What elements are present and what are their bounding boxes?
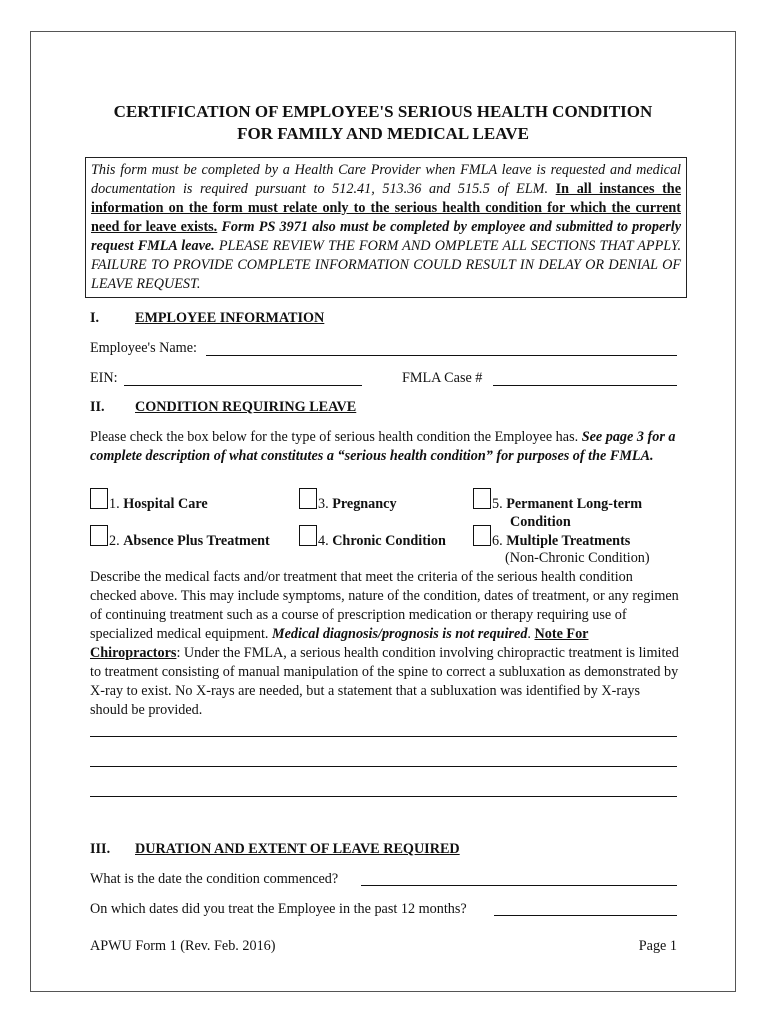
option-pregnancy: 3. Pregnancy [318, 496, 397, 512]
page-number: Page 1 [638, 938, 677, 954]
option-chronic-condition: 4. Chronic Condition [318, 533, 446, 549]
notice-text-2: In all instances the information on the form must relate only to the serious health condition for which the current need for leave exists. [91, 181, 681, 235]
option-permanent-long-term-line2: Condition [510, 514, 571, 530]
condition-intro-text: Please check the box below for the type of serious health condition the Employee has. [90, 429, 579, 445]
option-hospital-care: 1. Hospital Care [109, 496, 208, 512]
option-multiple-treatments-note: (Non-Chronic Condition) [505, 550, 650, 566]
checkbox-pregnancy[interactable] [299, 488, 317, 508]
form-title-line2: FOR FAMILY AND MEDICAL LEAVE [237, 124, 529, 143]
option-absence-plus-treatment: 2. Absence Plus Treatment [109, 533, 270, 549]
section-3-heading: DURATION AND EXTENT OF LEAVE REQUIRED [135, 841, 460, 857]
instructions-notice [85, 157, 687, 298]
condition-commenced-label: What is the date the condition commenced? [90, 871, 339, 887]
checkbox-permanent-long-term[interactable] [473, 488, 491, 508]
condition-intro-note: See page 3 for a complete description of what constitutes a “serious health condition” for purposes of the FMLA. [90, 429, 676, 464]
description-line-1[interactable] [90, 736, 677, 737]
employee-name-field[interactable] [206, 355, 677, 356]
condition-description-instructions: Describe the medical facts and/or treatment that meet the criteria of the serious health condition checked above. This may include symptoms, nature of the condition, dates of treatment, or any regimen of continuing treatment such as a course of prescription medication or therapy requiring use of specialized medical equipment. Medical diagnosis/prognosis is not required. Note For Chiropractors: Under the FMLA, a serious health condition involving chiropractic treatment is limited to treatment consisting of manual manipulation of the spine to correct a subluxation as demonstrated by X-ray to exist. No X-rays are needed, but a statement that a subluxation was identified by X-rays should be provided. [90, 569, 679, 718]
condition-commenced-field[interactable] [361, 885, 677, 886]
form-identifier: APWU Form 1 (Rev. Feb. 2016) [90, 938, 276, 954]
notice-text-4: PLEASE REVIEW THE FORM AND [218, 238, 431, 254]
fmla-case-field[interactable] [493, 385, 677, 386]
description-line-2[interactable] [90, 766, 677, 767]
section-2-heading: CONDITION REQUIRING LEAVE [135, 399, 357, 415]
ein-label: EIN: [90, 370, 118, 386]
notice-text-1: This form must be completed by a Health Care Provider when FMLA leave is requested and medical documentation is required pursuant to 512.41, 513.36 and 515.5 of ELM. [91, 162, 681, 197]
form-title-line1: CERTIFICATION OF EMPLOYEE'S SERIOUS HEALTH CONDITION [113, 102, 653, 121]
description-line-3[interactable] [90, 796, 677, 797]
option-multiple-treatments: 6. Multiple Treatments [492, 533, 631, 549]
ein-field[interactable] [124, 385, 362, 386]
treatment-dates-label: On which dates did you treat the Employee in the past 12 months? [90, 901, 467, 917]
checkbox-multiple-treatments[interactable] [473, 525, 491, 545]
treatment-dates-field[interactable] [494, 915, 677, 916]
condition-instructions [90, 428, 680, 466]
section-1-number: I. [90, 310, 100, 326]
notice-text-3: Form PS 3971 also must be completed by employee and submitted to properly request FMLA leave. [91, 219, 682, 254]
checkbox-chronic-condition[interactable] [299, 525, 317, 545]
checkbox-absence-plus-treatment[interactable] [90, 525, 108, 545]
checkbox-hospital-care[interactable] [90, 488, 108, 508]
section-1-heading: EMPLOYEE INFORMATION [135, 310, 325, 326]
section-3-number: III. [90, 841, 111, 857]
employee-name-label: Employee's Name: [90, 340, 197, 356]
section-2-number: II. [90, 399, 105, 415]
fmla-case-label: FMLA Case # [402, 370, 483, 386]
option-permanent-long-term: 5. Permanent Long-term [492, 496, 643, 512]
notice-text-5: OMPLETE ALL SECTIONS THAT APPLY. FAILURE TO PROVIDE COMPLETE INFORMATION COULD RESULT IN DELAY OR DENIAL OF LEAVE REQUEST. [91, 238, 682, 292]
